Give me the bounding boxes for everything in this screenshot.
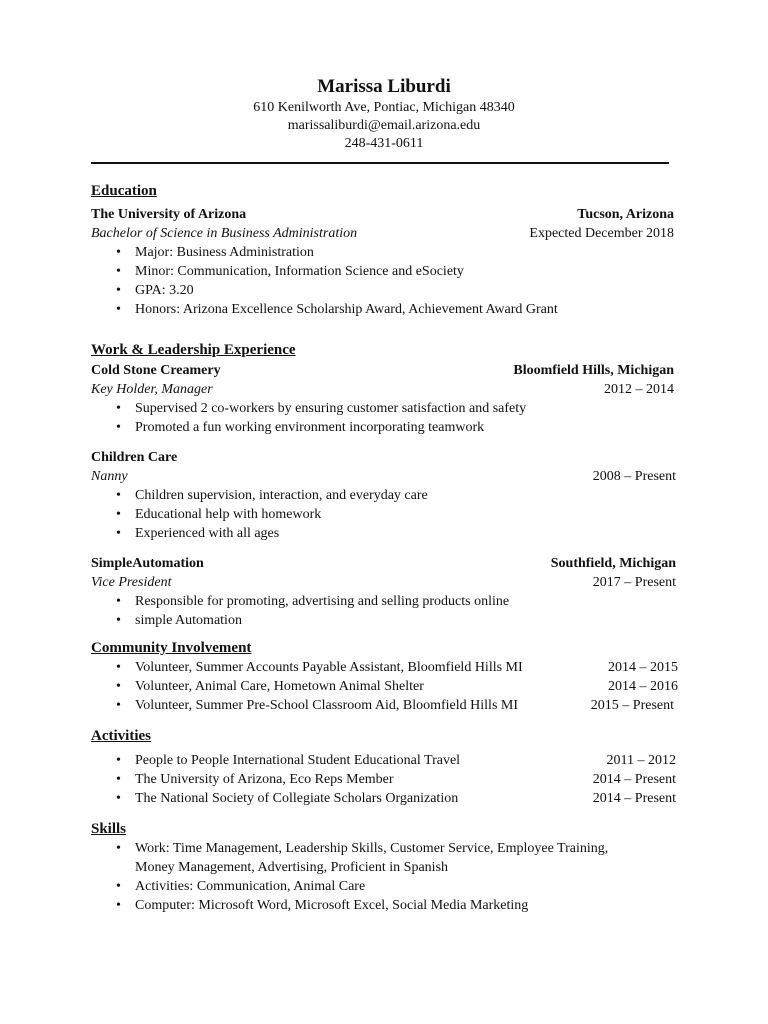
community-list: [91, 658, 676, 715]
header-divider: [91, 162, 669, 164]
job-org: Children Care: [91, 450, 178, 465]
item-date: 2014 – Present: [592, 791, 676, 806]
job-header-row: [91, 448, 676, 467]
list-item: • Promoted a fun working environment incorporating teamwork: [135, 418, 676, 437]
address: 610 Kenilworth Ave, Pontiac, Michigan 48340: [253, 100, 515, 115]
job-date: 2008 – Present: [592, 469, 676, 484]
community-title: Community Involvement: [91, 640, 252, 656]
education-school-row: [91, 205, 676, 224]
job-role: Nanny: [91, 469, 128, 484]
job-bullets: [91, 399, 676, 437]
list-item: • Activities: Communication, Animal Care: [135, 877, 651, 896]
community-section: [91, 638, 676, 715]
email: marissaliburdi@email.arizona.edu: [287, 118, 481, 133]
item-text: • People to People International Student Educational Travel: [135, 753, 461, 768]
job-location: Southfield, Michigan: [550, 556, 676, 571]
list-item: • simple Automation: [135, 611, 676, 630]
job-date: 2012 – 2014: [604, 382, 674, 397]
item-text: • Volunteer, Animal Care, Hometown Animal Shelter: [135, 679, 424, 694]
job-role: Key Holder, Manager: [91, 382, 213, 397]
list-item: [135, 789, 676, 808]
list-item: • Honors: Arizona Excellence Scholarship Award, Achievement Award Grant: [135, 300, 676, 319]
job-header-row: [91, 554, 676, 573]
item-date: 2015 – Present: [590, 698, 674, 713]
item-text: • The University of Arizona, Eco Reps Member: [135, 772, 394, 787]
list-item: • Work: Time Management, Leadership Skills, Customer Service, Employee Training, Money Management, Advertising, Proficient in Spanish: [135, 839, 651, 877]
list-item: • GPA: 3.20: [135, 281, 676, 300]
list-item: [135, 658, 676, 677]
list-item: • Supervised 2 co-workers by ensuring customer satisfaction and safety: [135, 399, 676, 418]
skills-section: [91, 819, 676, 915]
phone: 248-431-0611: [344, 136, 424, 151]
item-date: 2014 – 2015: [608, 660, 678, 675]
job-bullets: [91, 486, 676, 543]
item-date: 2011 – 2012: [606, 753, 676, 768]
job-date: 2017 – Present: [592, 575, 676, 590]
item-text: • Volunteer, Summer Pre-School Classroom Aid, Bloomfield Hills MI: [135, 698, 518, 713]
job-header-row: [91, 361, 676, 380]
candidate-name: Marissa Liburdi: [317, 76, 451, 97]
education-section: [91, 181, 676, 319]
school-location: Tucson, Arizona: [577, 207, 674, 222]
education-degree-row: [91, 224, 676, 243]
list-item: [135, 677, 676, 696]
item-text: • The National Society of Collegiate Scholars Organization: [135, 791, 459, 806]
work-section: [91, 340, 676, 630]
job-org: SimpleAutomation: [91, 556, 204, 571]
activities-title: Activities: [91, 728, 151, 744]
list-item: • Experienced with all ages: [135, 524, 676, 543]
item-date: 2014 – 2016: [608, 679, 678, 694]
education-bullets: [91, 243, 676, 319]
list-item: [135, 696, 676, 715]
list-item: • Minor: Communication, Information Science and eSociety: [135, 262, 676, 281]
work-title: Work & Leadership Experience: [91, 342, 296, 358]
job-location: Bloomfield Hills, Michigan: [513, 363, 674, 378]
list-item: • Major: Business Administration: [135, 243, 676, 262]
school-name: The University of Arizona: [91, 207, 247, 222]
activities-list: [91, 751, 676, 808]
education-title: Education: [91, 183, 157, 199]
job-role-row: [91, 467, 676, 486]
job-bullets: [91, 592, 676, 630]
degree: Bachelor of Science in Business Administration: [91, 226, 358, 241]
list-item: [135, 751, 676, 770]
job-org: Cold Stone Creamery: [91, 363, 221, 378]
job-role-row: [91, 573, 676, 592]
item-text: • Volunteer, Summer Accounts Payable Assistant, Bloomfield Hills MI: [135, 660, 523, 675]
resume-header: [0, 75, 768, 153]
job-role-row: [91, 380, 676, 399]
list-item: • Children supervision, interaction, and everyday care: [135, 486, 676, 505]
activities-section: [91, 726, 676, 808]
list-item: • Computer: Microsoft Word, Microsoft Excel, Social Media Marketing: [135, 896, 651, 915]
skills-list: [91, 839, 676, 915]
degree-date: Expected December 2018: [529, 226, 674, 241]
item-date: 2014 – Present: [592, 772, 676, 787]
job-role: Vice President: [91, 575, 172, 590]
list-item: [135, 770, 676, 789]
skills-title: Skills: [91, 821, 127, 837]
list-item: • Responsible for promoting, advertising and selling products online: [135, 592, 676, 611]
list-item: • Educational help with homework: [135, 505, 676, 524]
